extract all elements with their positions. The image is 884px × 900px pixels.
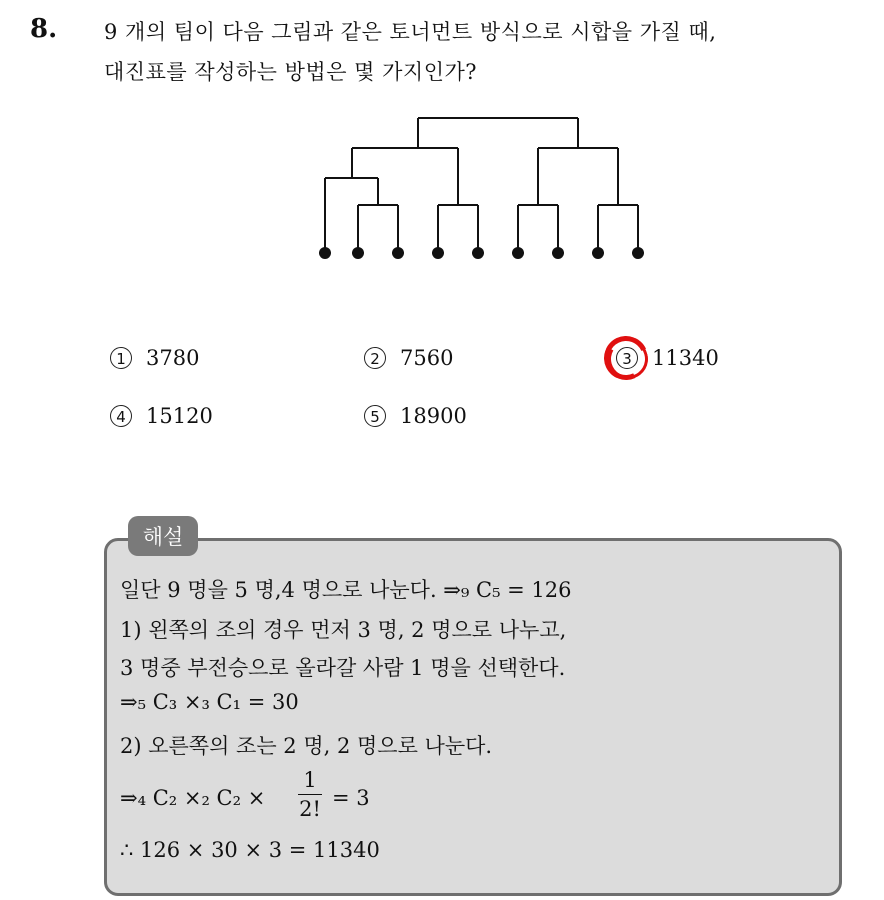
- bracket-left-match-a: [358, 205, 398, 252]
- solution-line-2: 1) 왼쪽의 조의 경우 먼저 3 명, 2 명으로 나누고,: [120, 618, 567, 642]
- question-text-line-1: 9 개의 팀이 다음 그림과 같은 토너먼트 방식으로 시합을 가질 때,: [104, 20, 717, 44]
- choice-4[interactable]: [110, 404, 213, 428]
- choice-number-5: 5: [364, 405, 386, 427]
- question-number: 8.: [30, 14, 58, 44]
- choice-number-1: 1: [110, 347, 132, 369]
- choice-value-5: 18900: [400, 404, 467, 428]
- choice-1[interactable]: [110, 346, 199, 370]
- solution-line-6-result: = 3: [332, 786, 370, 810]
- solution-line-5: 2) 오른쪽의 조는 2 명, 2 명으로 나눈다.: [120, 734, 493, 758]
- bracket-left-quarter-a: [325, 178, 378, 252]
- choice-number-4: 4: [110, 405, 132, 427]
- bracket-final: [418, 118, 578, 148]
- team-node: [472, 247, 484, 259]
- solution-line-3: 3 명중 부전승으로 올라갈 사람 1 명을 선택한다.: [120, 656, 566, 680]
- fraction-denominator: 2!: [299, 797, 321, 821]
- choice-value-3: 11340: [652, 346, 719, 370]
- choice-value-2: 7560: [400, 346, 454, 370]
- team-node: [512, 247, 524, 259]
- choice-value-4: 15120: [146, 404, 213, 428]
- bracket-right-match-b: [598, 205, 638, 252]
- solution-line-6: ⇒₄ C₂ ×₂ C₂ ×: [120, 786, 266, 810]
- team-node: [632, 247, 644, 259]
- solution-line-1: 일단 9 명을 5 명,4 명으로 나눈다. ⇒₉ C₅ = 126: [120, 578, 572, 602]
- solution-line-7: ∴ 126 × 30 × 3 = 11340: [120, 838, 380, 862]
- choice-2[interactable]: [364, 346, 453, 370]
- team-node: [592, 247, 604, 259]
- solution-line-4: ⇒₅ C₃ ×₃ C₁ = 30: [120, 690, 299, 714]
- choice-number-3: 3: [616, 347, 638, 369]
- bracket-right-semi: [538, 148, 618, 205]
- team-node: [432, 247, 444, 259]
- solution-fraction: [298, 768, 322, 821]
- choice-number-2: 2: [364, 347, 386, 369]
- team-node: [319, 247, 331, 259]
- solution-tag: 해설: [128, 516, 198, 556]
- team-node: [552, 247, 564, 259]
- fraction-numerator: 1: [298, 768, 322, 795]
- bracket-left-semi: [352, 148, 458, 205]
- team-node: [352, 247, 364, 259]
- bracket-left-match-b: [438, 205, 478, 252]
- question-text-line-2: 대진표를 작성하는 방법은 몇 가지인가?: [104, 60, 478, 84]
- tournament-bracket-diagram: [0, 0, 884, 300]
- choice-value-1: 3780: [146, 346, 200, 370]
- choice-5[interactable]: [364, 404, 467, 428]
- team-node: [392, 247, 404, 259]
- bracket-right-match-a: [518, 205, 558, 252]
